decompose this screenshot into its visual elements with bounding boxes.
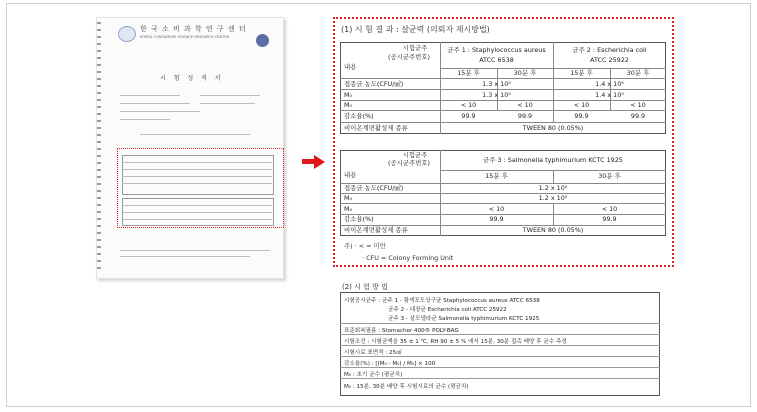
t1-row-label: 접종균 농도(CFU/㎖) — [344, 80, 404, 88]
report-org-english: KOREA CONSUMERS SCIENCE RESEARCH CENTER — [140, 35, 230, 39]
t1-header-content: 내용 — [344, 63, 357, 71]
t1-cell: 1.4 x 10⁵ — [595, 91, 624, 99]
text-line — [122, 176, 272, 177]
report-org-name: 한 국 소 비 과 학 연 구 센 터 — [140, 25, 247, 33]
text-line — [120, 250, 270, 251]
t2-header-content: 내용 — [344, 171, 357, 179]
t1-header-strain: 시험균주 — [402, 44, 428, 52]
t1-cell: < 10 — [573, 101, 590, 109]
text-line — [122, 212, 272, 213]
t1-cell: 99.9 — [630, 112, 646, 120]
text-line — [200, 95, 260, 96]
t1-s1-15min: 15분 후 — [457, 69, 480, 77]
t2-cell: < 10 — [601, 205, 618, 213]
method-row: 감소율(%) : [(M₀ - M₀) / M₀] × 100 — [344, 361, 436, 367]
text-line — [122, 162, 272, 163]
t2-row-label: M₀ — [344, 205, 353, 213]
text-line — [120, 111, 200, 112]
method-section-title: (2) 시 험 방 법 — [342, 283, 388, 291]
t1-cell: < 10 — [630, 101, 646, 109]
t1-s2-15min: 15분 후 — [570, 69, 593, 77]
results-section-title: (1) 시 험 결 과 : 살균력 (의뢰자 제시방법) — [341, 25, 490, 34]
t1-cell: < 10 — [460, 101, 477, 109]
text-line — [122, 205, 272, 206]
text-line — [120, 119, 170, 120]
t1-cell: 1.4 x 10⁵ — [595, 80, 624, 88]
t1-row-label: M₀ — [344, 101, 353, 109]
t1-cell: < 10 — [517, 101, 533, 109]
text-line — [120, 103, 190, 104]
method-row: M₀ : 초기 균수 (평균치) — [344, 372, 403, 378]
t1-cell: 99.9 — [517, 112, 533, 120]
t2-cell: TWEEN 80 (0.05%) — [522, 226, 584, 234]
method-row: M₀ : 15분, 30분 배양 후 시험시료의 균수 (평균치) — [344, 384, 469, 390]
t2-cell: 99.9 — [602, 215, 617, 223]
t1-s2-30min: 30분 후 — [626, 69, 650, 77]
t2-cell: 1.2 x 10⁵ — [538, 184, 568, 192]
method-row: 균주 3 - 살모넬라균 Salmonella typhimurium KCTC 1925 — [388, 316, 540, 322]
t1-row-label: 비이온계면활성제 종류 — [344, 124, 408, 132]
seal-icon — [256, 34, 269, 47]
text-line — [120, 95, 180, 96]
t2-strain3: 균주 3 : Salmonella typhimurium KCTC 1925 — [483, 156, 623, 164]
method-row: 시험공시균주 : 균주 1 - 황색포도상구균 Staphylococcus aureus ATCC 6538 — [344, 298, 540, 304]
arrow-head-icon — [314, 155, 325, 169]
text-line — [120, 256, 250, 257]
t2-cell: 99.9 — [489, 215, 504, 223]
text-line — [122, 183, 272, 184]
text-line — [122, 219, 272, 220]
t1-cell: 99.9 — [461, 112, 476, 120]
t2-row-label: M₀ — [344, 194, 353, 202]
t2-row-label: 접종균 농도(CFU/㎖) — [344, 184, 404, 192]
center-logo-icon — [118, 26, 136, 42]
t1-strain2-code: ATCC 25922 — [590, 56, 629, 64]
t1-cell: TWEEN 80 (0.05%) — [522, 124, 584, 132]
t1-header-strain-sub: (공시균주번호) — [387, 53, 431, 61]
t1-row-label: M₀ — [344, 91, 353, 99]
text-line — [122, 169, 272, 170]
t2-header-strain-sub: (공시균주번호) — [387, 159, 431, 167]
text-line — [140, 134, 250, 135]
t2-row-label: 감소율(%) — [344, 215, 374, 223]
method-row: 시험시료 표면적 : 25㎠ — [344, 350, 402, 356]
t1-cell: 1.3 x 10⁵ — [482, 91, 511, 99]
t2-cell: < 10 — [488, 205, 505, 213]
t2-row-label: 비이온계면활성제 종류 — [344, 226, 408, 234]
t1-s1-30min: 30분 후 — [513, 69, 537, 77]
t1-strain1: 균주 1 : Staphylococcus aureus — [447, 46, 546, 54]
t2-header-strain: 시험균주 — [402, 151, 428, 159]
t2-15min: 15분 후 — [485, 172, 508, 180]
mini-table — [122, 155, 274, 195]
t1-row-label: 감소율(%) — [344, 112, 374, 120]
t1-strain2: 균주 2 : Escherichia coli — [572, 46, 647, 54]
report-doc-title: 시 험 성 적 서 — [160, 75, 224, 82]
text-line — [200, 103, 255, 104]
t1-cell: 99.9 — [574, 112, 589, 120]
spiral-binding — [97, 22, 101, 272]
t1-strain1-code: ATCC 6538 — [479, 56, 514, 64]
footnote-less-than: 주) · < = 미만 — [344, 242, 386, 250]
method-row: 균주 2 - 대장균 Escherichia coli ATCC 25922 — [388, 307, 507, 313]
footnote-cfu: · CFU = Colony Forming Unit — [362, 254, 454, 262]
t2-30min: 30분 후 — [598, 172, 621, 180]
t2-cell: 1.2 x 10⁵ — [538, 194, 568, 202]
method-row: 표준회복필름 : Stomacher 400® POLY-BAG — [344, 328, 459, 334]
t1-cell: 1.3 x 10⁵ — [482, 80, 511, 88]
method-row: 시험조건 : 시험균액을 35 ± 1 ℃, RH 90 ± 5 % 에서 15분, 30분 접촉 배양 후 균수 측정 — [344, 339, 567, 345]
